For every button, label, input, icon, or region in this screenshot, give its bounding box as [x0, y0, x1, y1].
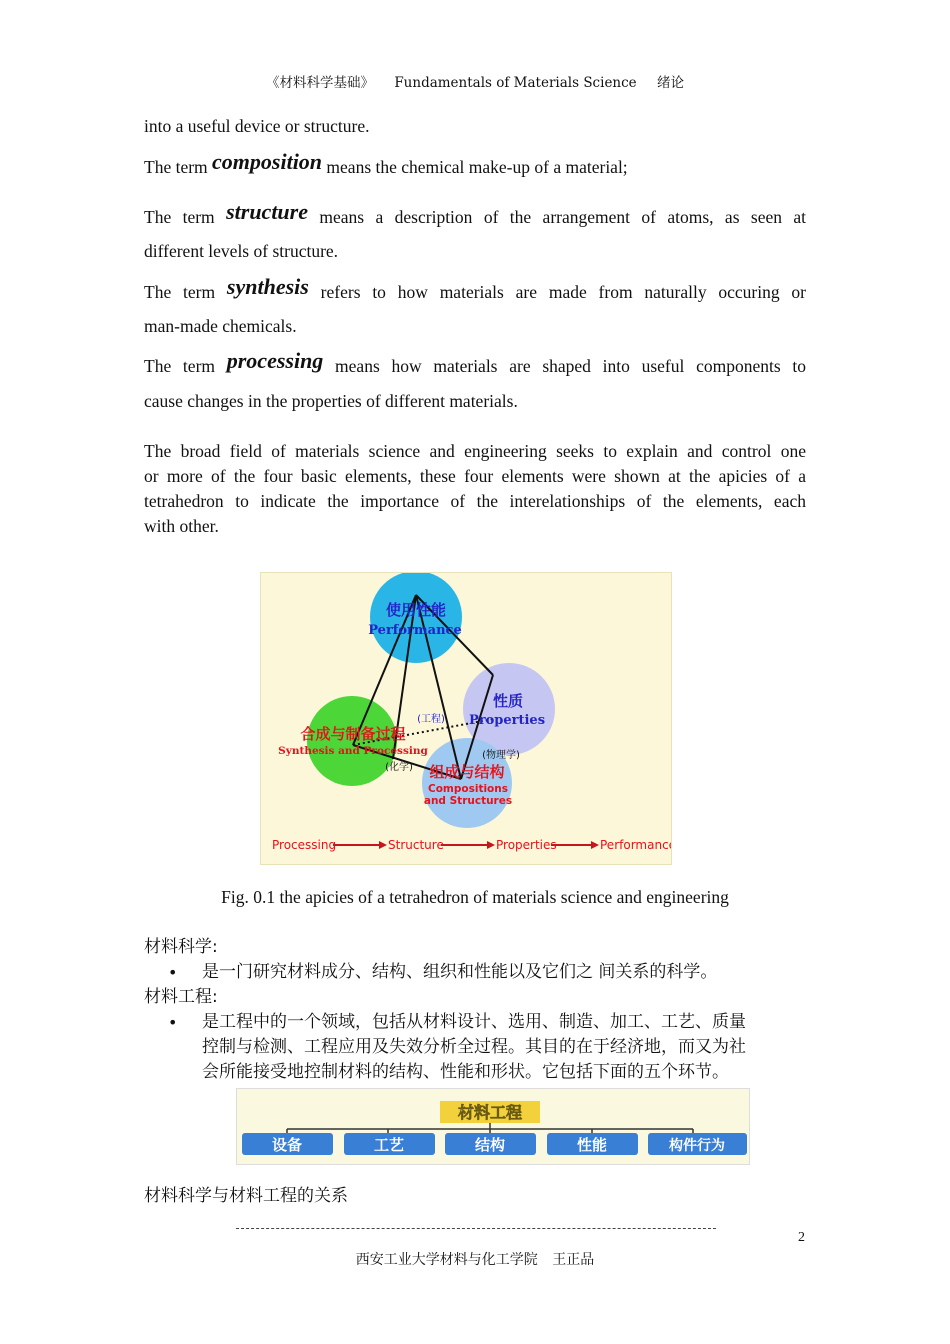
- synthesis-definition: [144, 274, 807, 305]
- page-header: [0, 71, 950, 91]
- paragraph-line-4: with other.: [144, 516, 219, 536]
- figure-caption: Fig. 0.1 the apicies of a tetrahedron of materials science and engineering: [221, 887, 729, 907]
- chemistry-label: (化学): [385, 762, 413, 773]
- engineering-tree-diagram: [237, 1089, 749, 1164]
- processing-definition: [144, 348, 807, 379]
- synthesis-pre: The term: [144, 282, 216, 302]
- me-line-3: 会所能接受地控制材料的结构、性能和形状。它包括下面的五个环节。: [202, 1062, 729, 1082]
- materials-science-bullet: [168, 960, 808, 985]
- engineering-tree-figure: [236, 1088, 750, 1165]
- performance-en-label: Performance: [368, 623, 462, 638]
- page-number: 2: [798, 1230, 805, 1245]
- materials-engineering-bullet: [168, 1010, 808, 1085]
- flow-properties: Properties: [496, 838, 557, 852]
- synthesis-cn-label: 合成与制备过程: [300, 725, 406, 743]
- synthesis-term: synthesis: [226, 274, 309, 299]
- tree-child-5: 构件行为: [669, 1138, 725, 1154]
- body-line-0: into a useful device or structure.: [144, 116, 370, 136]
- processing-term: processing: [226, 348, 324, 373]
- flow-arrowhead-2: [487, 841, 495, 849]
- properties-en-label: Properties: [468, 713, 546, 728]
- bullet-icon: •: [168, 1013, 178, 1032]
- tree-connectors: [287, 1123, 693, 1133]
- composition-pre: The term: [144, 157, 208, 177]
- me-line-2: 控制与检测、工程应用及失效分析全过程。其目的在于经济地，而又为社: [202, 1037, 746, 1057]
- tetrahedron-figure: [260, 572, 672, 865]
- relation-heading: 材料科学与材料工程的关系: [144, 1186, 348, 1206]
- structure-definition: [144, 199, 807, 230]
- synthesis-en-label: Synthesis and Processing: [278, 745, 428, 757]
- tree-child-2: 工艺: [373, 1136, 405, 1154]
- chapter-name: 绪论: [656, 75, 684, 91]
- materials-engineering-heading: 材料工程:: [144, 987, 218, 1007]
- performance-cn-label: 使用性能: [385, 601, 447, 619]
- paragraph-line-3: tetrahedron to indicate the importance of the interelationships of the elements, each: [144, 491, 806, 511]
- tree-child-1: 设备: [271, 1136, 303, 1154]
- paragraph-line-2: or more of the four basic elements, these four elements were shown at the apicies of a: [144, 466, 806, 486]
- structure-continued: different levels of structure.: [144, 241, 339, 261]
- flow-structure: Structure: [388, 838, 444, 852]
- structure-pre: The term: [144, 207, 215, 227]
- composition-en-label-2: and Structures: [423, 795, 513, 807]
- composition-en-label-1: Compositions: [428, 783, 508, 795]
- synthesis-post: refers to how materials are made from naturally occuring or: [320, 282, 807, 302]
- flow-performance: Performance: [600, 838, 671, 852]
- composition-cn-label: 组成与结构: [429, 763, 505, 781]
- composition-post: means the chemical make-up of a material;: [326, 157, 628, 177]
- author-name: 王正品: [552, 1252, 595, 1268]
- materials-science-heading: 材料科学:: [144, 937, 218, 957]
- materials-science-definition: 是一门研究材料成分、结构、组织和性能以及它们之 间关系的科学。: [202, 962, 718, 982]
- physics-label: (物理学): [482, 750, 520, 761]
- institution-name: 西安工业大学材料与化工学院: [355, 1252, 538, 1268]
- tetrahedron-diagram: [261, 573, 671, 864]
- me-line-1: 是工程中的一个领域，包括从材料设计、选用、制造、加工、工艺、质量: [202, 1012, 746, 1032]
- bullet-icon: •: [168, 963, 178, 982]
- footer-divider: [236, 1228, 716, 1229]
- tree-root-label: 材料工程: [457, 1103, 523, 1122]
- page-footer: [0, 1249, 950, 1269]
- processing-post: means how materials are shaped into useful components to: [335, 356, 807, 376]
- flow-arrowhead-1: [379, 841, 387, 849]
- book-title: 《材料科学基础》: [266, 75, 375, 91]
- materials-engineering-definition: [202, 1010, 807, 1085]
- flow-arrowhead-3: [591, 841, 599, 849]
- structure-term: structure: [226, 199, 308, 224]
- english-title: Fundamentals of Materials Science: [394, 75, 637, 91]
- processing-pre: The term: [144, 356, 216, 376]
- tree-child-4: 性能: [576, 1136, 608, 1154]
- composition-term: composition: [212, 149, 323, 174]
- engineering-label: (工程): [417, 714, 445, 725]
- paragraph-line-1: The broad field of materials science and engineering seeks to explain and control one: [144, 441, 806, 461]
- structure-post: means a description of the arrangement of atoms, as seen at: [319, 207, 807, 227]
- properties-cn-label: 性质: [492, 692, 524, 710]
- synthesis-continued: man-made chemicals.: [144, 316, 297, 336]
- tree-child-3: 结构: [474, 1136, 506, 1154]
- flow-processing: Processing: [272, 838, 337, 852]
- processing-continued: cause changes in the properties of different materials.: [144, 391, 518, 411]
- composition-definition: [144, 149, 806, 180]
